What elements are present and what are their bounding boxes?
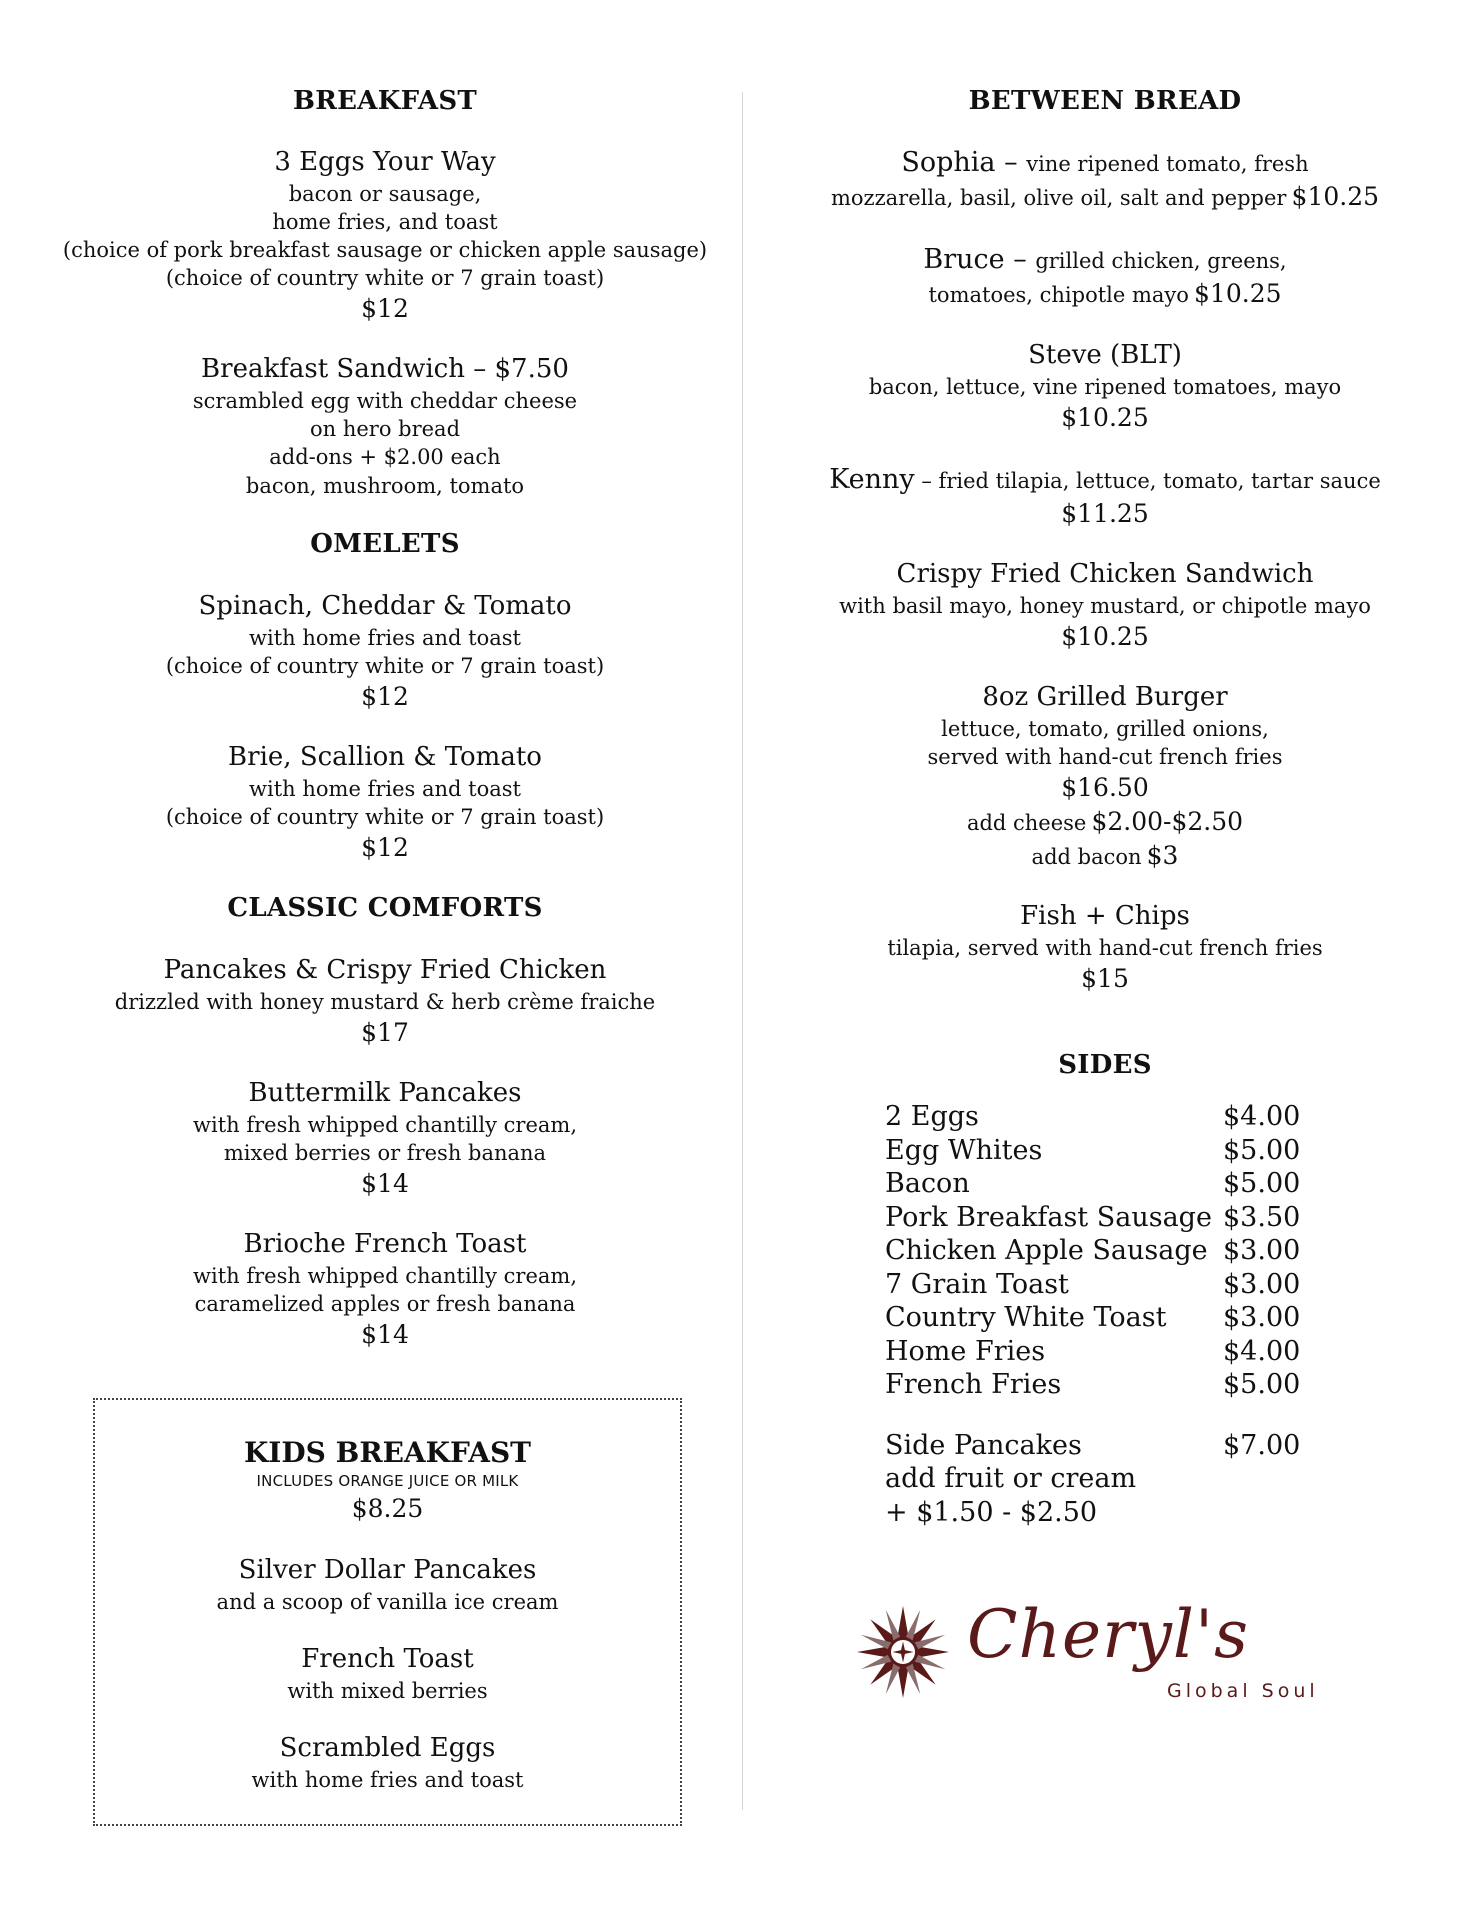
omelet2-desc-line: with home fries and toast	[249, 777, 521, 801]
side-row	[885, 1167, 1405, 1201]
addon-label: add cheese	[966, 811, 1087, 835]
crispy-chicken-price: $10.25	[1061, 622, 1149, 651]
kids-item-name: Silver Dollar Pancakes	[238, 1555, 537, 1585]
sophia-item	[780, 146, 1430, 183]
side-pancakes-addon-price	[885, 1496, 1405, 1530]
kids-item-desc: with mixed berries	[287, 1679, 488, 1703]
side-name: Pork Breakfast Sausage	[885, 1201, 1212, 1233]
side-name: French Fries	[885, 1369, 1062, 1400]
kids-item-name: Scrambled Eggs	[279, 1733, 496, 1763]
comfort3-desc-line: caramelized apples or fresh banana	[194, 1292, 576, 1316]
side-name: 7 Grain Toast	[885, 1268, 1069, 1300]
side-row	[885, 1335, 1405, 1369]
sophia-dash: –	[995, 147, 1027, 178]
side-name: Bacon	[885, 1168, 970, 1199]
bruce-name: Bruce	[923, 244, 1005, 275]
comfort3-desc-line: with fresh whipped chantilly cream,	[193, 1264, 577, 1288]
omelet2-desc-line: (choice of country white or 7 grain toast)	[165, 805, 605, 829]
burger-desc-line: lettuce, tomato, grilled onions,	[941, 717, 1269, 741]
comfort3-name: Brioche French Toast	[243, 1229, 527, 1259]
side-price: $3.50	[1223, 1201, 1301, 1233]
sandwich-item-name: Breakfast Sandwich – $7.50	[201, 354, 569, 384]
steve-desc: bacon, lettuce, vine ripened tomatoes, mayo	[868, 375, 1342, 399]
cheryls-logo	[855, 1596, 1335, 1716]
steve-name: Steve (BLT)	[1028, 340, 1182, 370]
kenny-price: $11.25	[1061, 499, 1149, 528]
side-pancakes-addon-price-text: + $1.50 - $2.50	[885, 1496, 1098, 1528]
side-price: $3.00	[1223, 1235, 1301, 1266]
eggs-desc-line: (choice of country white or 7 grain toast)	[165, 266, 605, 290]
kids-breakfast-price: $8.25	[351, 1494, 424, 1523]
side-pancakes-addon	[885, 1462, 1405, 1496]
sandwich-desc-line: add-ons + $2.00 each	[269, 445, 501, 469]
eggs-price: $12	[361, 294, 409, 323]
side-row	[885, 1100, 1405, 1134]
sunburst-star-icon	[855, 1604, 951, 1700]
bruce-desc: grilled chicken, greens,	[1035, 249, 1287, 273]
kenny-name: Kenny	[829, 464, 915, 495]
side-name: Home Fries	[885, 1335, 1046, 1367]
sandwich-desc-line: on hero bread	[309, 417, 461, 441]
omelet2-name: Brie, Scallion & Tomato	[228, 742, 542, 772]
bruce-dash: –	[1004, 244, 1036, 275]
logo-tagline: Global Soul	[1167, 1680, 1319, 1702]
comfort2-name: Buttermilk Pancakes	[248, 1078, 522, 1108]
comfort2-desc-line: mixed berries or fresh banana	[223, 1141, 547, 1165]
addon-price: $3	[1146, 841, 1179, 870]
burger-addon-bacon	[780, 839, 1430, 876]
side-price: $4.00	[1223, 1335, 1301, 1367]
eggs-desc-line: home fries, and toast	[272, 210, 498, 234]
side-name: Country White Toast	[885, 1302, 1167, 1333]
side-name: Chicken Apple Sausage	[885, 1235, 1208, 1266]
kids-breakfast-box	[93, 1398, 682, 1826]
comfort1-name: Pancakes & Crispy Fried Chicken	[163, 955, 607, 985]
side-pancakes-price: $7.00	[1223, 1429, 1301, 1461]
side-price: $5.00	[1223, 1369, 1301, 1400]
eggs-desc-line: (choice of pork breakfast sausage or chicken apple sausage)	[62, 238, 708, 262]
comfort2-price: $14	[361, 1169, 409, 1198]
kids-item-desc: with home fries and toast	[251, 1768, 524, 1792]
sophia-desc: mozzarella, basil, olive oil, salt and pepper	[830, 186, 1287, 210]
sophia-name: Sophia	[901, 147, 996, 178]
comfort1-desc-line: drizzled with honey mustard & herb crème fraiche	[114, 990, 656, 1014]
side-pancakes-addon-text: add fruit or cream	[885, 1463, 1137, 1494]
eggs-desc-line: bacon or sausage,	[288, 182, 482, 206]
comfort3-price: $14	[361, 1320, 409, 1349]
side-price: $3.00	[1223, 1268, 1301, 1300]
bruce-price: $10.25	[1194, 279, 1282, 308]
side-price: $4.00	[1223, 1101, 1301, 1132]
omelet2-price: $12	[361, 833, 409, 862]
fish-chips-price: $15	[1081, 964, 1129, 993]
addon-label: add bacon	[1031, 845, 1142, 869]
side-row	[885, 1368, 1405, 1402]
bruce-item-line2	[780, 277, 1430, 314]
side-row	[885, 1301, 1405, 1335]
sandwich-desc-line: bacon, mushroom, tomato	[245, 474, 525, 498]
side-price: $5.00	[1223, 1134, 1301, 1166]
burger-name: 8oz Grilled Burger	[982, 682, 1228, 712]
sophia-item-line2	[780, 180, 1430, 217]
eggs-item-name: 3 Eggs Your Way	[274, 147, 496, 177]
fish-chips-desc: tilapia, served with hand-cut french fries	[887, 936, 1323, 960]
omelet1-name: Spinach, Cheddar & Tomato	[198, 591, 572, 621]
sides-list	[885, 1100, 1405, 1529]
omelet1-price: $12	[361, 682, 409, 711]
burger-desc-line: served with hand-cut french fries	[927, 745, 1283, 769]
kenny-dash: –	[914, 469, 939, 493]
between-bread-heading: BETWEEN BREAD	[968, 86, 1242, 116]
crispy-chicken-desc: with basil mayo, honey mustard, or chipotle mayo	[839, 594, 1371, 618]
sophia-price: $10.25	[1291, 182, 1380, 211]
side-row	[885, 1234, 1405, 1268]
side-pancakes-name: Side Pancakes	[885, 1429, 1082, 1461]
bruce-item	[780, 243, 1430, 280]
addon-price: $2.00-$2.50	[1091, 807, 1244, 836]
fish-chips-name: Fish + Chips	[1020, 901, 1190, 931]
kids-item-name: French Toast	[301, 1644, 474, 1674]
side-price: $3.00	[1223, 1302, 1301, 1333]
side-name: Egg Whites	[885, 1134, 1043, 1166]
crispy-chicken-name: Crispy Fried Chicken Sandwich	[896, 559, 1314, 589]
column-divider	[742, 92, 743, 1810]
burger-addon-cheese	[780, 805, 1430, 842]
classic-comforts-heading: CLASSIC COMFORTS	[227, 893, 543, 923]
omelet1-desc-line: with home fries and toast	[249, 626, 521, 650]
kids-item-desc: and a scoop of vanilla ice cream	[216, 1590, 559, 1614]
omelets-heading: OMELETS	[310, 529, 460, 559]
side-price: $5.00	[1223, 1168, 1301, 1199]
side-pancakes-row	[885, 1429, 1405, 1463]
kids-breakfast-heading: KIDS BREAKFAST	[243, 1436, 532, 1469]
kids-breakfast-note: INCLUDES ORANGE JUICE OR MILK	[256, 1472, 519, 1490]
side-row	[885, 1268, 1405, 1302]
kenny-desc: fried tilapia, lettuce, tomato, tartar sauce	[938, 469, 1381, 493]
side-row	[885, 1134, 1405, 1168]
burger-price: $16.50	[1061, 773, 1149, 802]
sandwich-desc-line: scrambled egg with cheddar cheese	[192, 389, 578, 413]
kenny-item	[780, 463, 1430, 500]
side-row	[885, 1201, 1405, 1235]
comfort2-desc-line: with fresh whipped chantilly cream,	[193, 1113, 577, 1137]
steve-price: $10.25	[1061, 403, 1149, 432]
sides-heading: SIDES	[1058, 1050, 1152, 1080]
logo-wordmark: Cheryl's	[967, 1596, 1250, 1673]
comfort1-price: $17	[361, 1018, 409, 1047]
omelet1-desc-line: (choice of country white or 7 grain toast)	[165, 654, 605, 678]
bruce-desc: tomatoes, chipotle mayo	[928, 283, 1189, 307]
sophia-desc: vine ripened tomato, fresh	[1026, 152, 1309, 176]
breakfast-heading: BREAKFAST	[292, 86, 478, 116]
side-name: 2 Eggs	[885, 1101, 979, 1132]
